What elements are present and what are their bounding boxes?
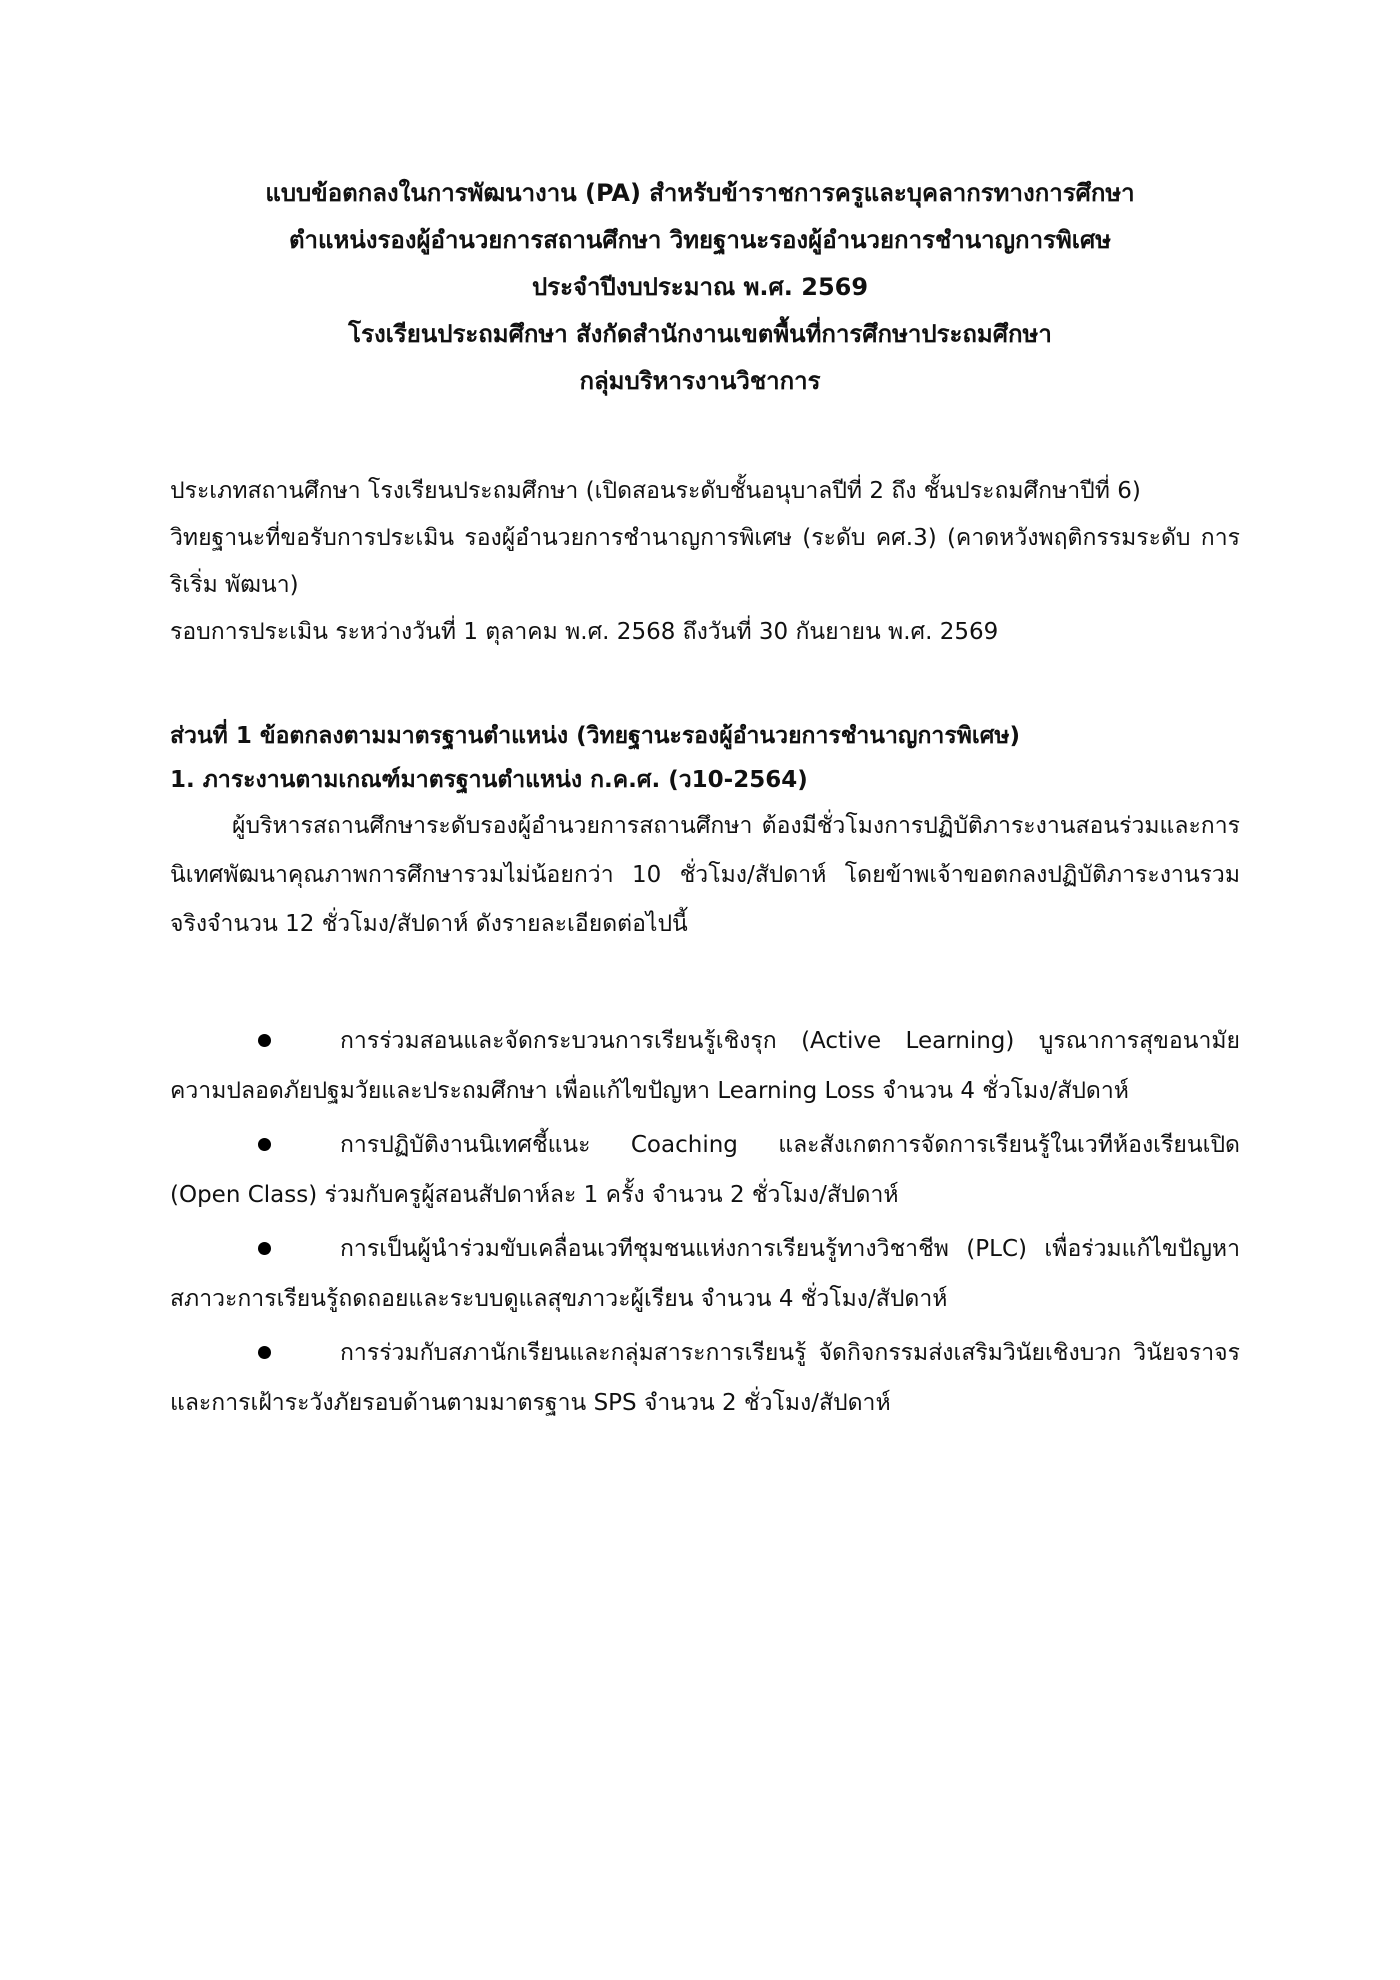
title-line-4: โรงเรียนประถมศึกษา สังกัดสำนักงานเขตพื้นที่การศึกษาประถมศึกษา: [348, 320, 1052, 348]
bullet-text: การปฏิบัติงานนิเทศชี้แนะ Coaching และสังเกตการจัดการเรียนรู้ในเวทีห้องเรียนเปิด (Open Class) ร่วมกับครูผู้สอนสัปดาห์ละ 1 ครั้ง จำนวน 2 ชั่วโมง/สัปดาห์: [170, 1132, 1240, 1208]
info-block: [170, 468, 1240, 656]
bullet-text: การร่วมสอนและจัดกระบวนการเรียนรู้เชิงรุก (Active Learning) บูรณาการสุขอนามัยความปลอดภัยปฐมวัยและประถมศึกษา เพื่อแก้ไขปัญหา Learning Loss จำนวน 4 ชั่วโมง/สัปดาห์: [170, 1028, 1240, 1104]
bullet-icon: [258, 1034, 271, 1047]
bullet-icon: [258, 1138, 271, 1151]
section-1: [170, 714, 1240, 949]
bullet-icon: [258, 1242, 271, 1255]
evaluation-period: รอบการประเมิน ระหว่างวันที่ 1 ตุลาคม พ.ศ. 2568 ถึงวันที่ 30 กันยายน พ.ศ. 2569: [170, 619, 999, 645]
bullet-icon: [258, 1346, 271, 1359]
section-1-heading: ส่วนที่ 1 ข้อตกลงตามมาตรฐานตำแหน่ง (วิทยฐานะรองผู้อำนวยการชำนาญการพิเศษ): [170, 723, 1020, 749]
bullet-item: [170, 1224, 1240, 1324]
bullet-item: [170, 1328, 1240, 1428]
item-1-heading: 1. ภาระงานตามเกณฑ์มาตรฐานตำแหน่ง ก.ค.ศ. (ว10-2564): [170, 767, 808, 793]
item-1-paragraph: ผู้บริหารสถานศึกษาระดับรองผู้อำนวยการสถานศึกษา ต้องมีชั่วโมงการปฏิบัติภาระงานสอนร่วมและการนิเทศพัฒนาคุณภาพการศึกษารวมไม่น้อยกว่า 10 ชั่วโมง/สัปดาห์ โดยข้าพเจ้าขอตกลงปฏิบัติภาระงานรวมจริงจำนวน 12 ชั่วโมง/สัปดาห์ ดังรายละเอียดต่อไปนี้: [170, 813, 1240, 937]
bullet-item: [170, 1120, 1240, 1220]
bullet-item: [170, 1016, 1240, 1116]
bullet-list: [170, 1016, 1240, 1432]
academic-standing: วิทยฐานะที่ขอรับการประเมิน รองผู้อำนวยการชำนาญการพิเศษ (ระดับ คศ.3) (คาดหวังพฤติกรรมระดับ การริเริ่ม พัฒนา): [170, 525, 1240, 598]
bullet-text: การเป็นผู้นำร่วมขับเคลื่อนเวทีชุมชนแห่งการเรียนรู้ทางวิชาชีพ (PLC) เพื่อร่วมแก้ไขปัญหาสภาวะการเรียนรู้ถดถอยและระบบดูแลสุขภาวะผู้เรียน จำนวน 4 ชั่วโมง/สัปดาห์: [170, 1236, 1240, 1312]
title-line-3: ประจำปีงบประมาณ พ.ศ. 2569: [531, 273, 869, 301]
title-line-2: ตำแหน่งรองผู้อำนวยการสถานศึกษา วิทยฐานะรองผู้อำนวยการชำนาญการพิเศษ: [288, 226, 1112, 254]
school-type: ประเภทสถานศึกษา โรงเรียนประถมศึกษา (เปิดสอนระดับชั้นอนุบาลปีที่ 2 ถึง ชั้นประถมศึกษาปีที่ 6): [170, 478, 1141, 504]
document-title: [170, 170, 1230, 405]
title-line-5: กลุ่มบริหารงานวิชาการ: [579, 367, 821, 395]
title-line-1: แบบข้อตกลงในการพัฒนางาน (PA) สำหรับข้าราชการครูและบุคลากรทางการศึกษา: [265, 179, 1135, 207]
bullet-text: การร่วมกับสภานักเรียนและกลุ่มสาระการเรียนรู้ จัดกิจกรรมส่งเสริมวินัยเชิงบวก วินัยจราจร และการเฝ้าระวังภัยรอบด้านตามมาตรฐาน SPS จำนวน 2 ชั่วโมง/สัปดาห์: [170, 1340, 1240, 1416]
